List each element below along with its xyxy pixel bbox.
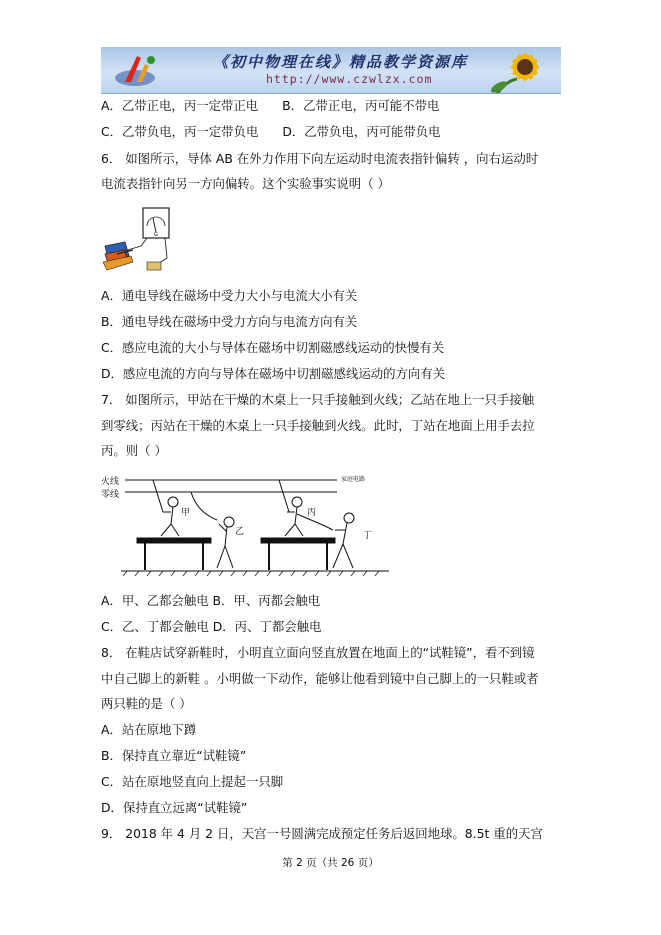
q7-stem-line3: 丙。则（ ） bbox=[101, 443, 167, 458]
q6-option-b: B．通电导线在磁场中受力方向与电流方向有关 bbox=[101, 314, 358, 329]
q8-option-c: C．站在原地竖直向上提起一只脚 bbox=[101, 774, 284, 789]
q5-row-ab bbox=[101, 97, 439, 115]
q8-stem-line1: 8． 在鞋店试穿新鞋时，小明直立面向竖直放置在地面上的“试鞋镜”，看不到镜 bbox=[101, 645, 535, 660]
svg-text:G: G bbox=[154, 232, 158, 238]
header-banner bbox=[101, 47, 561, 94]
q6-option-c: C．感应电流的大小与导体在磁场中切割磁感线运动的快慢有关 bbox=[101, 340, 445, 355]
q7-household-circuit-figure bbox=[101, 472, 391, 580]
q6-option-a: A．通电导线在磁场中受力大小与电流大小有关 bbox=[101, 288, 358, 303]
fig-person-jia: 甲 bbox=[181, 508, 191, 518]
q5-option-c: C．乙带负电，丙一定带负电 bbox=[101, 124, 259, 139]
fig-person-bing: 丙 bbox=[307, 508, 317, 518]
q6-option-d: D．感应电流的方向与导体在磁场中切割磁感线运动的方向有关 bbox=[101, 366, 446, 381]
q8-stem-line2: 中自己脚上的新鞋 。小明做一下动作，能够让他看到镜中自己脚上的一只鞋或者 bbox=[101, 671, 539, 686]
banner-url: http://www.czwlzx.com bbox=[266, 72, 433, 86]
q7-stem-line1: 7． 如图所示，甲站在干燥的木桌上一只手接触到火线；乙站在地上一只手接触 bbox=[101, 392, 535, 407]
q7-options-cd: C．乙、丁都会触电 D．丙、丁都会触电 bbox=[101, 619, 322, 634]
fig-person-ding: 丁 bbox=[363, 531, 373, 541]
q5-option-b: B．乙带正电，丙可能不带电 bbox=[282, 98, 440, 113]
q6-induction-figure bbox=[101, 206, 187, 276]
q7-options-ab: A．甲、乙都会触电 B．甲、丙都会触电 bbox=[101, 593, 321, 608]
q9-stem-line1: 9． 2018 年 4 月 2 日，天宫一号圆满完成预定任务后返回地球。8.5t 重的天宫 bbox=[101, 826, 543, 841]
q7-stem-line2: 到零线；丙站在干燥的木桌上一只手接触到火线。此时，丁站在地面上用手去拉 bbox=[101, 418, 535, 433]
q5-option-d: D．乙带负电，丙可能带负电 bbox=[282, 124, 441, 139]
sunflower-icon bbox=[485, 47, 555, 94]
page-footer: 第 2 页（共 26 页） bbox=[282, 857, 379, 869]
q6-stem-line1: 6． 如图所示，导体 AB 在外力作用下向左运动时电流表指针偏转 ，向右运动时 bbox=[101, 151, 539, 166]
q8-option-a: A．站在原地下蹲 bbox=[101, 722, 197, 737]
q8-option-d: D．保持直立远离“试鞋镜” bbox=[101, 800, 248, 815]
q5-row-cd bbox=[101, 123, 441, 141]
fig-neutral-wire-label: 零线 bbox=[101, 490, 120, 500]
fig-circuit-label: 家庭电路 bbox=[341, 476, 366, 483]
fig-person-yi: 乙 bbox=[235, 527, 245, 537]
q8-option-b: B．保持直立靠近“试鞋镜” bbox=[101, 748, 247, 763]
site-logo-icon bbox=[111, 50, 169, 90]
q5-option-a: A．乙带正电，丙一定带正电 bbox=[101, 98, 259, 113]
q8-stem-line3: 两只鞋的是（ ） bbox=[101, 696, 192, 711]
q6-stem-line2: 电流表指针向另一方向偏转。这个实验事实说明（ ） bbox=[101, 176, 390, 191]
fig-live-wire-label: 火线 bbox=[101, 477, 120, 487]
banner-title: 《初中物理在线》精品教学资源库 bbox=[213, 53, 469, 71]
